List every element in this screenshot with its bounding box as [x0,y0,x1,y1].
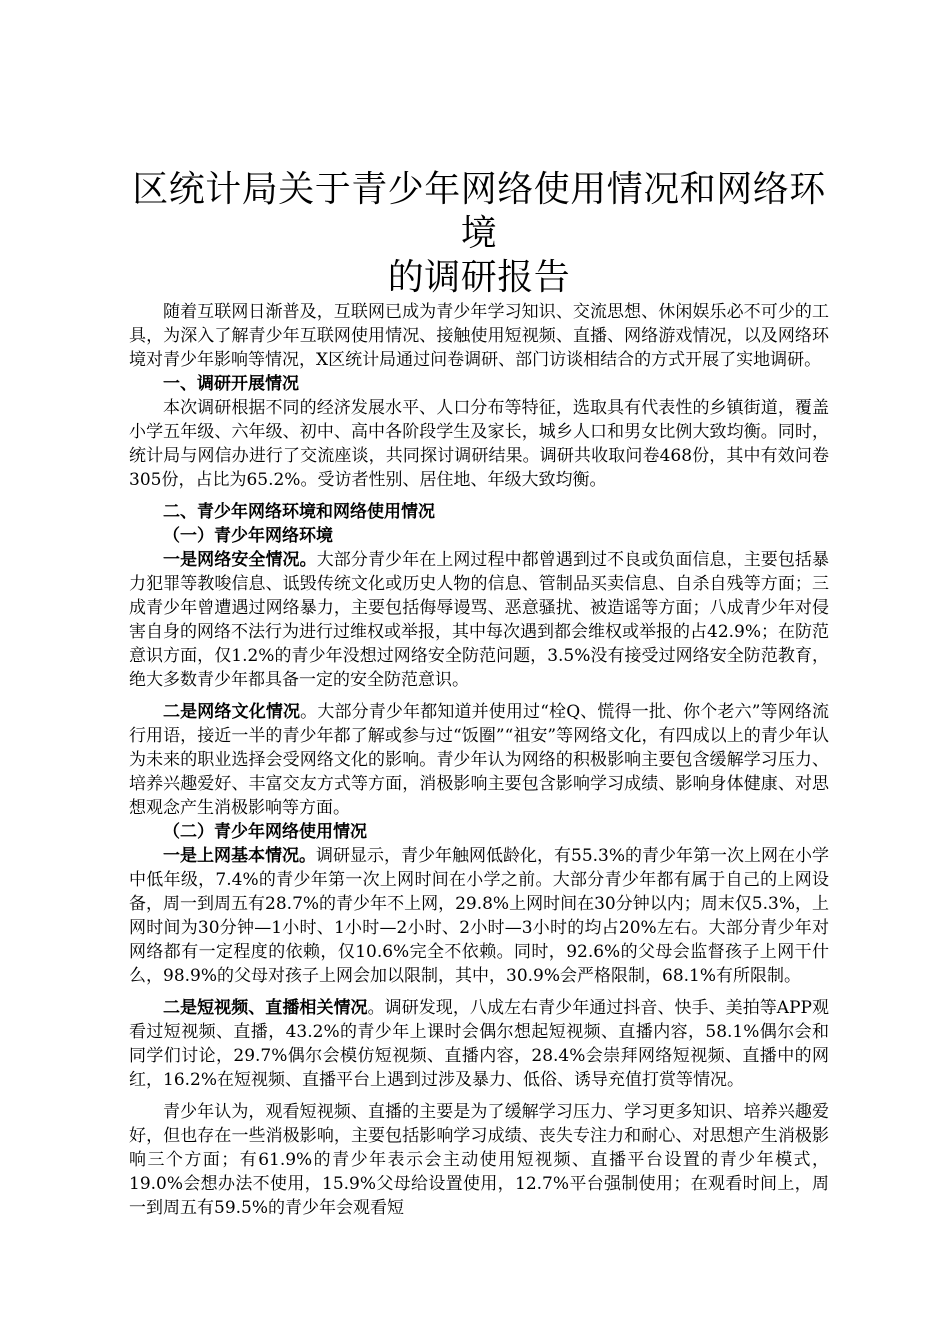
network-safety-paragraph [129,548,829,692]
section1-heading: 一、调研开展情况 [163,374,299,394]
internet-basic-body: 调研显示，青少年触网低龄化，有55.3%的青少年第一次上网在小学中低年级，7.4%的青少年第一次上网时间在小学之前。大部分青少年都有属于自己的上网设备，周一到周五有28.7%的青少年不上网，29.8%上网时间在30分钟以内；周末仅5.3%，上网时间为30分钟—1小时、1小时—2小时、2小时—3小时的均占20%左右。大部分青少年对网络都有一定程度的依赖，仅10.6%完全不依赖。同时，92.6%的父母会监督孩子上网干什么，98.9%的父母对孩子上网会加以限制，其中，30.9%会严格限制，68.1%有所限制。 [129,846,830,986]
section2-sub1-heading: （一）青少年网络环境 [163,526,333,546]
network-culture-lead: 二是网络文化情况 [163,702,301,722]
document-title [129,168,829,300]
internet-basic-lead: 一是上网基本情况。 [163,846,316,866]
internet-basic-paragraph [129,844,829,988]
title-line-2: 的调研报告 [387,257,571,298]
section2-heading: 二、青少年网络环境和网络使用情况 [163,502,435,522]
section2-sub2-heading: （二）青少年网络使用情况 [163,822,367,842]
intro-paragraph: 随着互联网日渐普及，互联网已成为青少年学习知识、交流思想、休闲娱乐必不可少的工具，为深入了解青少年互联网使用情况、接触使用短视频、直播、网络游戏情况，以及网络环境对青少年影响等情况，X区统计局通过问卷调研、部门访谈相结合的方式开展了实地调研。 [129,302,829,370]
short-video-body: 。调研发现，八成左右青少年通过抖音、快手、美拍等APP观看过短视频、直播，43.2%的青少年上课时会偶尔想起短视频、直播内容，58.1%偶尔会和同学们讨论，29.7%偶尔会模仿短视频、直播内容，28.4%会崇拜网络短视频、直播中的网红，16.2%在短视频、直播平台上遇到过涉及暴力、低俗、诱导充值打赏等情况。 [129,998,830,1090]
network-safety-lead: 一是网络安全情况。 [163,550,317,570]
short-video-lead: 二是短视频、直播相关情况 [163,998,368,1018]
network-culture-body: 。大部分青少年都知道并使用过“栓Q、慌得一批、你个老六”等网络流行用语，接近一半的青少年都了解或参与过“饭圈”“祖安”等网络文化，有四成以上的青少年认为未来的职业选择会受网络文化的影响。青少年认为网络的积极影响主要包含缓解学习压力、培养兴趣爱好、丰富交友方式等方面，消极影响主要包含影响学习成绩、影响身体健康、对思想观念产生消极影响等方面。 [129,702,829,818]
network-culture-paragraph [129,700,829,820]
network-safety-body: 大部分青少年在上网过程中都曾遇到过不良或负面信息，主要包括暴力犯罪等教唆信息、诋毁传统文化或历史人物的信息、管制品买卖信息、自杀自残等方面；三成青少年曾遭遇过网络暴力，主要包括侮辱谩骂、恶意骚扰、被造谣等方面；八成青少年对侵害自身的网络不法行为进行过维权或举报，其中每次遇到都会维权或举报的占42.9%；在防范意识方面，仅1.2%的青少年没想过网络安全防范问题，3.5%没有接受过网络安全防范教育，绝大多数青少年都具备一定的安全防范意识。 [129,550,830,690]
section1-paragraph: 本次调研根据不同的经济发展水平、人口分布等特征，选取具有代表性的乡镇街道，覆盖小学五年级、六年级、初中、高中各阶段学生及家长，城乡人口和男女比例大致均衡。同时，统计局与网信办进行了交流座谈，共同探讨调研结果。调研共收取问卷468份，其中有效问卷305份，占比为65.2%。受访者性别、居住地、年级大致均衡。 [129,398,829,490]
youth-opinion-paragraph: 青少年认为，观看短视频、直播的主要是为了缓解学习压力、学习更多知识、培养兴趣爱好，但也存在一些消极影响，主要包括影响学习成绩、丧失专注力和耐心、对思想产生消极影响三个方面；有61.9%的青少年表示会主动使用短视频、直播平台设置的青少年模式，19.0%会想办法不使用，15.9%父母给设置使用，12.7%平台强制使用；在观看时间上，周一到周五有59.5%的青少年会观看短 [129,1102,829,1218]
title-line-1: 区统计局关于青少年网络使用情况和网络环境 [132,169,826,254]
short-video-paragraph [129,996,829,1092]
document-page [129,168,829,1220]
